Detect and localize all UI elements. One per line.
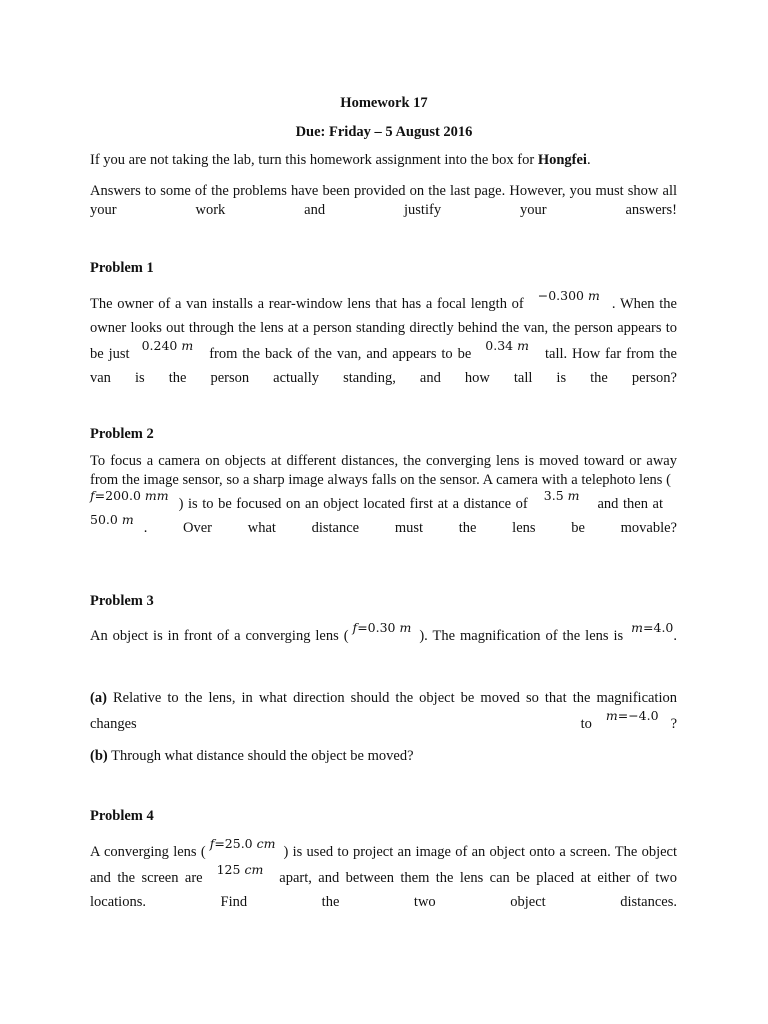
problem-4-heading: Problem 4 xyxy=(90,808,154,824)
problem-2-heading: Problem 2 xyxy=(90,426,154,442)
problem-1-heading: Problem 1 xyxy=(90,260,154,276)
intro-line-1 xyxy=(90,148,677,172)
p2-text-1: To focus a camera on objects at different distances, the converging lens is moved toward or away from the image sensor, so a sharp image always falls on the sensor. A camera with a telephoto lens ( xyxy=(90,453,677,488)
problem-3-part-b xyxy=(90,744,677,768)
p3a-text-1: Relative to the lens, in what direction should the object be moved so that the magnification changes to xyxy=(90,690,677,732)
p2-distance-1: 3.5 m xyxy=(543,488,580,503)
p1-text-4: tall. How far from the van is the person actually standing, and how tall is the person? xyxy=(90,346,677,386)
p3-magnification: m=4.0 xyxy=(631,620,674,635)
p2-distance-2: 50.0 m xyxy=(90,512,134,527)
part-a-label: (a) xyxy=(90,690,107,706)
instructor-name: Hongfei xyxy=(537,152,587,168)
intro-text-end: . xyxy=(586,152,591,168)
homework-title: Homework 17 xyxy=(340,95,428,111)
due-date: Due: Friday – 5 August 2016 xyxy=(295,124,473,140)
p1-text-3: from the back of the van, and appears to be xyxy=(209,346,472,362)
p4-text-2: ) is used to project an image of an object onto a screen. The object and the screen are xyxy=(90,844,677,886)
p2-text-2: ) is to be focused on an object located first at a distance of xyxy=(178,496,528,512)
p3b-text: Through what distance should the object be moved? xyxy=(107,748,414,764)
p2-text-4: . Over what distance must the lens be movable? xyxy=(143,520,677,536)
p4-separation: 125 cm xyxy=(216,862,264,877)
p3-focal-length: f=0.30 m xyxy=(352,620,412,635)
p4-focal-length: f=25.0 cm xyxy=(209,836,276,851)
p3a-magnification: m=−4.0 xyxy=(605,708,659,723)
p3a-text-2: ? xyxy=(670,716,677,732)
p3-text-1: An object is in front of a converging lens ( xyxy=(90,628,349,644)
problem-1-text xyxy=(90,290,677,414)
intro-text: If you are not taking the lab, turn this homework assignment into the box for xyxy=(90,152,538,168)
p1-text-2: . When the owner looks out through the lens at a person standing directly behind the van, the person appears to be just xyxy=(90,296,677,362)
problem-4-text xyxy=(90,838,677,938)
p3-text-3: . xyxy=(673,628,677,644)
intro-line-2: Answers to some of the problems have been provided on the last page. However, you must show all your work and justify your answers! xyxy=(90,183,677,218)
problem-3-heading: Problem 3 xyxy=(90,593,154,609)
p1-focal-length: −0.300 m xyxy=(537,288,600,303)
p2-focal-length: f=200.0 mm xyxy=(90,488,169,503)
p1-image-height: 0.34 m xyxy=(485,338,529,353)
part-b-label: (b) xyxy=(90,748,108,764)
p1-image-distance: 0.240 m xyxy=(141,338,194,353)
p1-text-1: The owner of a van installs a rear-window lens that has a focal length of xyxy=(90,296,524,312)
p2-text-3: and then at xyxy=(597,496,663,512)
p4-text-3: apart, and between them the lens can be placed at either of two locations. Find the two object distances. xyxy=(90,870,677,910)
problem-2-text xyxy=(90,452,677,557)
p4-text-1: A converging lens ( xyxy=(90,844,206,860)
p3-text-2: ). The magnification of the lens is xyxy=(419,628,624,644)
problem-3-text xyxy=(90,622,677,672)
